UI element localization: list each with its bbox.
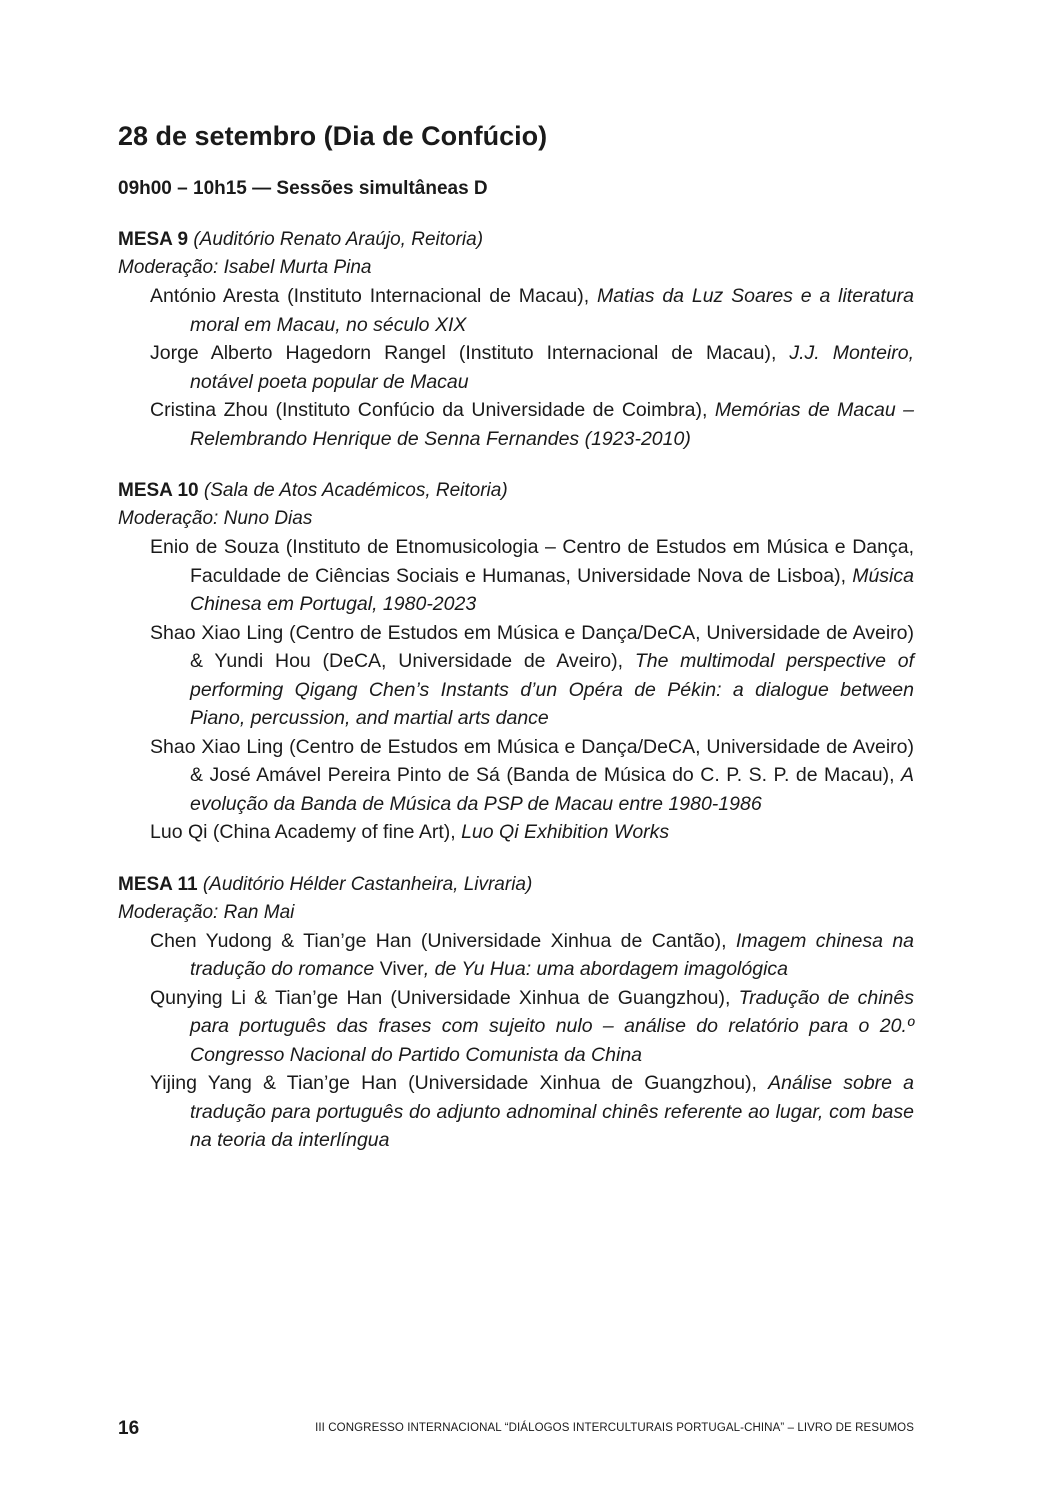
running-title: III CONGRESSO INTERNACIONAL “DIÁLOGOS INTERCULTURAIS PORTUGAL-CHINA” – LIVRO DE RESUMOS bbox=[315, 1422, 914, 1434]
entry-title: A evolução da Banda de Música da PSP de Macau entre 1980-1986 bbox=[190, 764, 914, 815]
list-item bbox=[118, 733, 914, 819]
page-number: 16 bbox=[118, 1418, 140, 1439]
entry-title-upright: Viver bbox=[379, 958, 424, 980]
mesa-room: (Auditório Renato Araújo, Reitoria) bbox=[193, 229, 484, 250]
entry-list bbox=[118, 927, 914, 1155]
list-item bbox=[118, 282, 914, 339]
mesa-room: (Auditório Hélder Castanheira, Livraria) bbox=[202, 873, 533, 895]
list-item bbox=[118, 818, 914, 847]
entry-title: Imagem chinesa na tradução do romance bbox=[190, 929, 915, 980]
day-title: 28 de setembro (Dia de Confúcio) bbox=[118, 121, 548, 151]
moderation: Moderação: Ran Mai bbox=[118, 901, 295, 923]
entry-title: Matias da Luz Soares e a literatura moral em Macau, no século XIX bbox=[190, 285, 914, 336]
mesa-room: (Sala de Atos Académicos, Reitoria) bbox=[203, 480, 508, 501]
entry-title: Música Chinesa em Portugal, 1980-2023 bbox=[190, 564, 914, 615]
entry-author: Qunying Li & Tian’ge Han (Universidade Xinhua de Guangzhou), bbox=[150, 986, 739, 1009]
entry-title: Tradução de chinês para português das frases com sujeito nulo – análise do relatório para o 20.º Congresso Nacional do Partido Comunista da China bbox=[190, 986, 914, 1066]
entry-author: Shao Xiao Ling (Centro de Estudos em Música e Dança/DeCA, Universidade de Aveiro) & Yundi Hou (DeCA, Universidade de Aveiro), bbox=[150, 621, 914, 672]
mesa-10 bbox=[118, 477, 914, 847]
entry-author: Cristina Zhou (Instituto Confúcio da Universidade de Coimbra), bbox=[150, 399, 715, 421]
list-item bbox=[118, 619, 914, 733]
list-item bbox=[118, 533, 914, 619]
entry-title: J.J. Monteiro, notável poeta popular de Macau bbox=[190, 342, 914, 393]
entry-list bbox=[118, 533, 914, 847]
page-footer bbox=[118, 1418, 914, 1442]
entry-author: António Aresta (Instituto Internacional de Macau), bbox=[150, 285, 598, 307]
entry-author: Enio de Souza (Instituto de Etnomusicologia – Centro de Estudos em Música e Dança, Faculdade de Ciências Sociais e Humanas, Universidade Nova de Lisboa), bbox=[150, 536, 914, 587]
entry-list bbox=[118, 282, 914, 453]
entry-title: Luo Qi Exhibition Works bbox=[461, 821, 670, 843]
mesa-label: MESA 10 bbox=[118, 480, 199, 501]
moderation: Moderação: Isabel Murta Pina bbox=[118, 257, 372, 278]
mesa-heading bbox=[118, 226, 914, 254]
list-item bbox=[118, 339, 914, 396]
entry-author: Chen Yudong & Tian’ge Han (Universidade Xinhua de Cantão), bbox=[150, 929, 736, 952]
entry-title: Memórias de Macau – Relembrando Henrique de Senna Fernandes (1923-2010) bbox=[190, 399, 915, 450]
list-item bbox=[118, 1069, 914, 1155]
program-page bbox=[118, 118, 914, 1155]
list-item bbox=[118, 984, 914, 1070]
entry-author: Yijing Yang & Tian’ge Han (Universidade Xinhua de Guangzhou), bbox=[150, 1072, 769, 1094]
moderation: Moderação: Nuno Dias bbox=[118, 508, 313, 529]
mesa-label: MESA 11 bbox=[118, 873, 198, 895]
entry-title: The multimodal perspective of performing Qigang Chen’s Instants d’un Opéra de Pékin: a dialogue between Piano, percussion, and martial arts dance bbox=[190, 650, 914, 729]
mesa-label: MESA 9 bbox=[118, 229, 189, 250]
entry-author: Shao Xiao Ling (Centro de Estudos em Música e Dança/DeCA, Universidade de Aveiro) & José Amável Pereira Pinto de Sá (Banda de Música do C. P. S. P. de Macau), bbox=[150, 735, 914, 786]
mesa-heading bbox=[118, 871, 914, 899]
entry-title: Análise sobre a tradução para português do adjunto adnominal chinês referente ao lugar, com base na teoria da interlíngua bbox=[190, 1072, 914, 1151]
mesa-9 bbox=[118, 226, 914, 453]
list-item bbox=[118, 927, 914, 984]
entry-author: Luo Qi (China Academy of fine Art), bbox=[150, 821, 462, 843]
entry-title-rest: , de Yu Hua: uma abordagem imagológica bbox=[423, 958, 789, 980]
list-item bbox=[118, 396, 914, 453]
mesa-heading bbox=[118, 477, 914, 505]
session-title: 09h00 – 10h15 — Sessões simultâneas D bbox=[118, 178, 488, 199]
mesa-11 bbox=[118, 871, 914, 1155]
entry-author: Jorge Alberto Hagedorn Rangel (Instituto Internacional de Macau), bbox=[150, 342, 790, 364]
